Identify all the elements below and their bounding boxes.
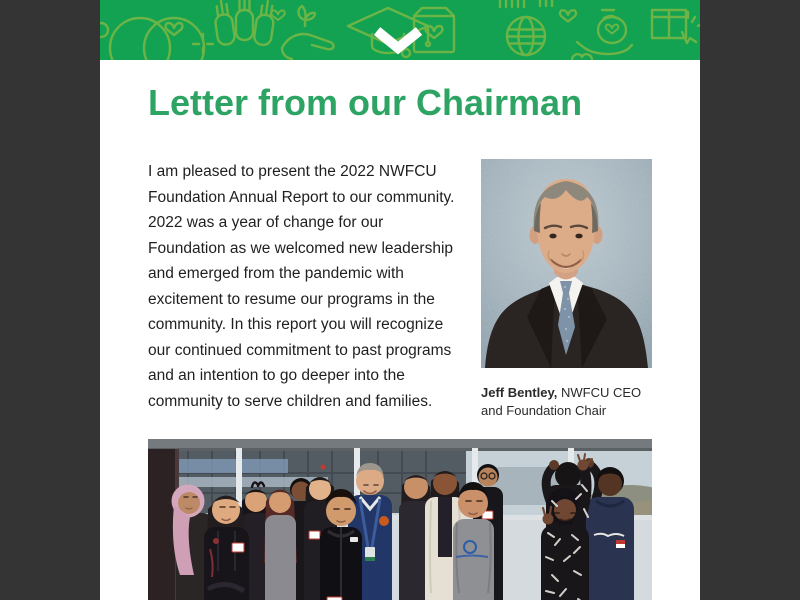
hand-with-money-bag-icon (577, 10, 632, 54)
paired-heads-with-heart-icon (110, 18, 204, 60)
gift-box-with-click-hand-icon (652, 10, 700, 43)
group-photo-person (204, 496, 249, 600)
letter-section (100, 83, 700, 600)
building-lines-icon (500, 0, 552, 7)
portrait-caption-name: Jeff Bentley, (481, 385, 558, 400)
portrait-caption (481, 384, 652, 420)
content-column (100, 0, 700, 600)
giving-hand-with-sprout-icon (282, 6, 334, 59)
raised-hands-icon (213, 0, 277, 46)
portrait-illustration (481, 159, 652, 368)
page-title: Letter from our Chairman (148, 82, 583, 123)
hero-band (100, 0, 700, 60)
group-photo (148, 439, 652, 600)
partial-heart-top-icon (572, 54, 592, 60)
letter-paragraph: I am pleased to present the 2022 NWFCU Foundation Annual Report to our community. 2022 was a year of change for our Foundation as we welcomed new leadership and emerged from the pandemic with excitement to resume our programs in the community. In this report you will recognize our continued commitment to past programs and an intention to go deeper into the community to serve children and families. (148, 163, 455, 410)
partial-circle-icon (100, 23, 108, 37)
group-photo-person (264, 490, 297, 600)
group-photo-illustration (148, 439, 652, 600)
chairman-portrait-photo (481, 159, 652, 368)
portrait-caption-text: NWFCU CEO and Foundation Chair (481, 385, 642, 418)
chairman-portrait-figure (481, 159, 652, 420)
hero-pattern (100, 0, 700, 60)
letter-row (148, 159, 652, 420)
globe-icon (507, 17, 545, 55)
heart-icon (560, 10, 576, 21)
